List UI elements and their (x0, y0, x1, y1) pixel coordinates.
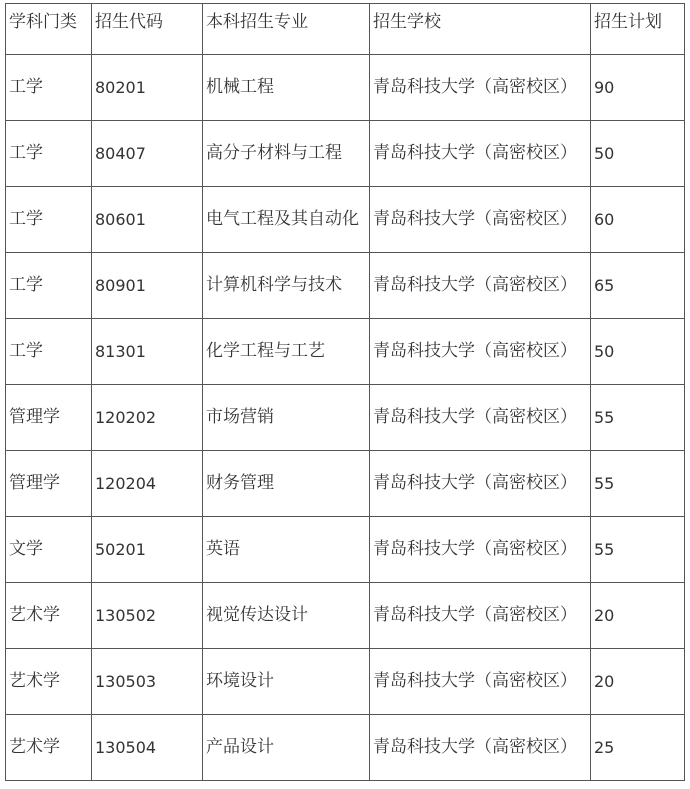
cell-plan: 25 (591, 715, 685, 781)
cell-school: 青岛科技大学（高密校区） (370, 451, 591, 517)
table-row (6, 253, 685, 319)
cell-school: 青岛科技大学（高密校区） (370, 715, 591, 781)
cell-category: 工学 (6, 121, 92, 187)
cell-code: 80201 (92, 55, 203, 121)
cell-code: 81301 (92, 319, 203, 385)
cell-plan: 60 (591, 187, 685, 253)
cell-category: 工学 (6, 253, 92, 319)
cell-code: 80901 (92, 253, 203, 319)
cell-plan: 55 (591, 517, 685, 583)
cell-major: 产品设计 (203, 715, 370, 781)
cell-school: 青岛科技大学（高密校区） (370, 319, 591, 385)
cell-school: 青岛科技大学（高密校区） (370, 517, 591, 583)
cell-major: 视觉传达设计 (203, 583, 370, 649)
cell-category: 工学 (6, 187, 92, 253)
table-row (6, 55, 685, 121)
cell-category: 管理学 (6, 385, 92, 451)
cell-code: 120204 (92, 451, 203, 517)
cell-code: 80407 (92, 121, 203, 187)
cell-plan: 20 (591, 583, 685, 649)
table-row (6, 517, 685, 583)
cell-school: 青岛科技大学（高密校区） (370, 121, 591, 187)
cell-plan: 50 (591, 319, 685, 385)
table-row (6, 451, 685, 517)
header-major: 本科招生专业 (203, 4, 370, 55)
cell-major: 英语 (203, 517, 370, 583)
cell-code: 130504 (92, 715, 203, 781)
cell-category: 艺术学 (6, 715, 92, 781)
cell-school: 青岛科技大学（高密校区） (370, 187, 591, 253)
cell-plan: 65 (591, 253, 685, 319)
cell-code: 130502 (92, 583, 203, 649)
cell-major: 电气工程及其自动化 (203, 187, 370, 253)
cell-category: 管理学 (6, 451, 92, 517)
cell-plan: 55 (591, 451, 685, 517)
table-row (6, 319, 685, 385)
cell-category: 工学 (6, 55, 92, 121)
cell-major: 市场营销 (203, 385, 370, 451)
table-row (6, 715, 685, 781)
cell-category: 工学 (6, 319, 92, 385)
cell-plan: 50 (591, 121, 685, 187)
cell-category: 艺术学 (6, 583, 92, 649)
cell-major: 机械工程 (203, 55, 370, 121)
header-category: 学科门类 (6, 4, 92, 55)
enrollment-table (5, 3, 685, 781)
cell-code: 80601 (92, 187, 203, 253)
cell-plan: 55 (591, 385, 685, 451)
cell-code: 50201 (92, 517, 203, 583)
header-plan: 招生计划 (591, 4, 685, 55)
cell-school: 青岛科技大学（高密校区） (370, 583, 591, 649)
cell-major: 财务管理 (203, 451, 370, 517)
table-row (6, 649, 685, 715)
table-row (6, 385, 685, 451)
cell-school: 青岛科技大学（高密校区） (370, 649, 591, 715)
cell-major: 计算机科学与技术 (203, 253, 370, 319)
cell-category: 文学 (6, 517, 92, 583)
cell-major: 环境设计 (203, 649, 370, 715)
header-school: 招生学校 (370, 4, 591, 55)
cell-plan: 90 (591, 55, 685, 121)
table-header-row (6, 4, 685, 55)
table-row (6, 583, 685, 649)
cell-school: 青岛科技大学（高密校区） (370, 55, 591, 121)
header-code: 招生代码 (92, 4, 203, 55)
table-row (6, 121, 685, 187)
cell-major: 高分子材料与工程 (203, 121, 370, 187)
cell-school: 青岛科技大学（高密校区） (370, 253, 591, 319)
cell-code: 130503 (92, 649, 203, 715)
cell-plan: 20 (591, 649, 685, 715)
table-row (6, 187, 685, 253)
cell-school: 青岛科技大学（高密校区） (370, 385, 591, 451)
cell-category: 艺术学 (6, 649, 92, 715)
cell-major: 化学工程与工艺 (203, 319, 370, 385)
cell-code: 120202 (92, 385, 203, 451)
